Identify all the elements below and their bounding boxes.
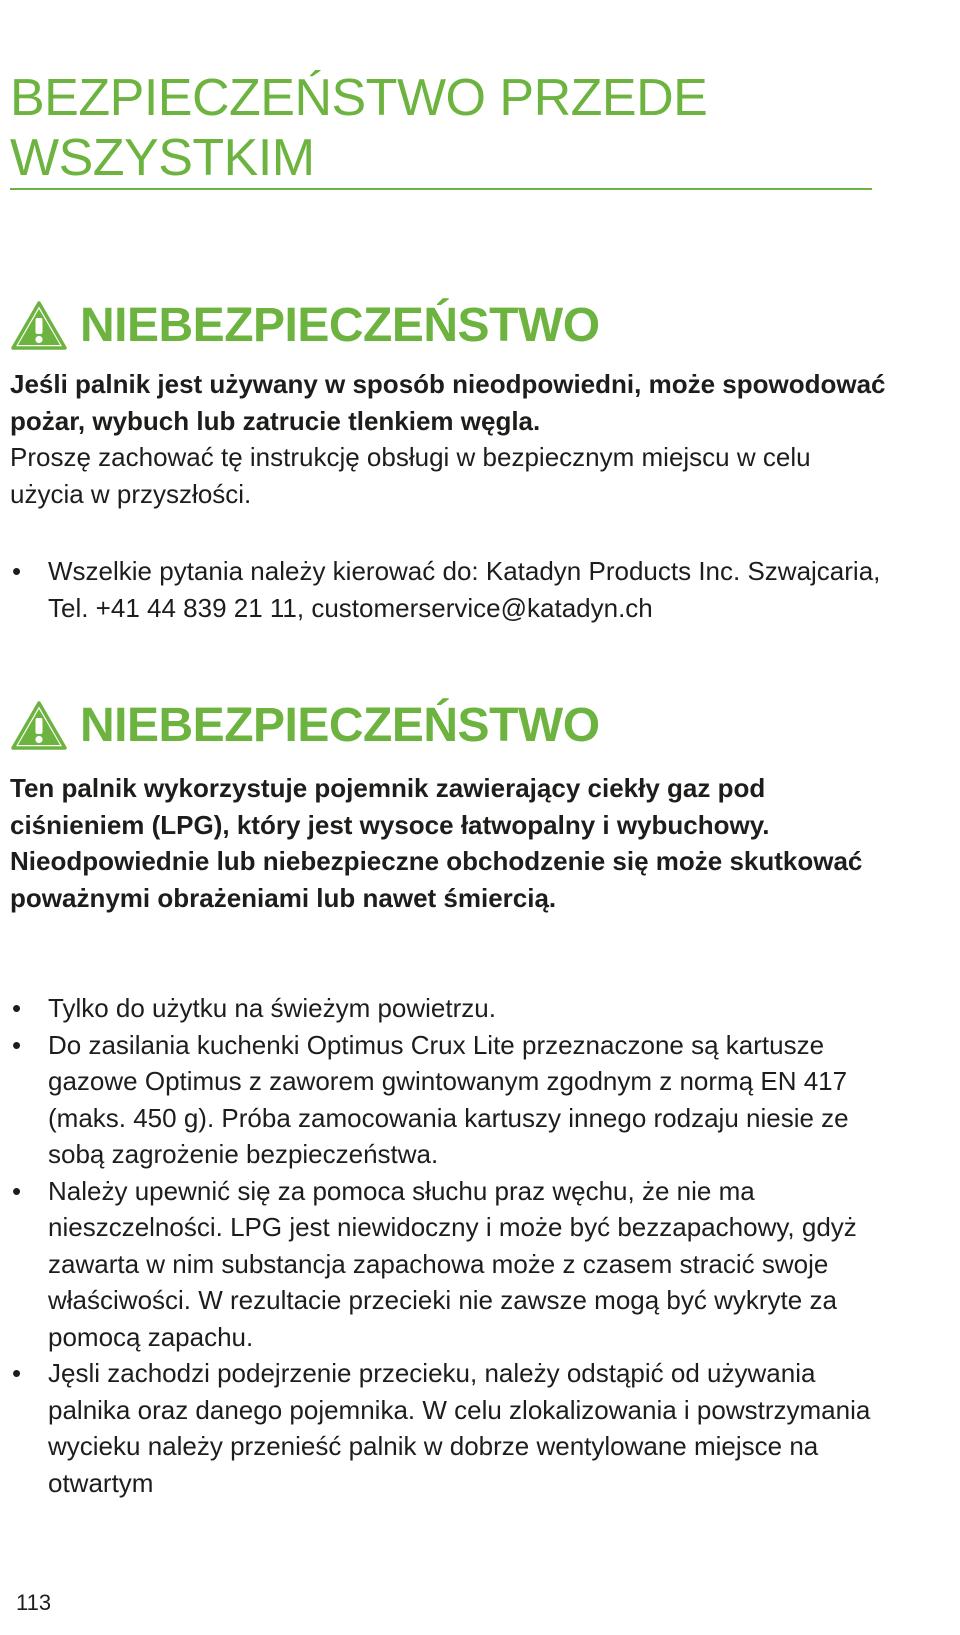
instruction-note: Proszę zachować tę instrukcję obsługi w bezpiecznym miejscu w celu użycia w przyszłości. xyxy=(10,442,811,509)
danger-heading-2 xyxy=(10,700,600,752)
safety-list xyxy=(10,990,890,1501)
bullet-icon: • xyxy=(12,556,22,586)
page-title-line-2: WSZYSTKIM xyxy=(10,129,315,187)
page-title-line-1: BEZPIECZEŃSTWO PRZEDE xyxy=(10,69,708,127)
page-number: 113 xyxy=(16,1590,52,1615)
page-title xyxy=(10,68,870,188)
bullet-icon: • xyxy=(12,1175,22,1206)
title-divider xyxy=(10,188,872,190)
danger-heading-label: NIEBEZPIECZEŃSTWO xyxy=(80,299,600,352)
bullet-icon: • xyxy=(12,993,22,1023)
list-item xyxy=(10,1027,890,1173)
list-item-text: Jęsli zachodzi podejrzenie przecieku, należy odstąpić od używania palnika oraz danego pojemnika. W celu zlokalizowania i powstrzymania wycieku należy przenieść palnik w dobrze wentylowane miejsce na otwartym xyxy=(48,1358,871,1498)
contact-list xyxy=(10,553,890,626)
bullet-icon: • xyxy=(12,1358,22,1388)
list-item-text: Wszelkie pytania należy kierować do: Katadyn Products Inc. Szwajcaria, Tel. +41 44 839 21 11, customerservice@katadyn.ch xyxy=(48,556,881,623)
warning-triangle-icon xyxy=(10,700,68,752)
bullet-icon: • xyxy=(12,1029,22,1060)
list-item xyxy=(10,990,890,1027)
list-item-text: Do zasilania kuchenki Optimus Crux Lite przeznaczone są kartusze gazowe Optimus z zaworem gwintowanym zgodnym z normą EN 417 (maks. 450 g). Próba zamocowania kartuszy innego rodzaju niesie ze sobą zagrożenie bezpieczeństwa. xyxy=(48,1029,849,1169)
danger-heading-1 xyxy=(10,300,600,352)
danger-statement-2: Ten palnik wykorzystuje pojemnik zawierający ciekły gaz pod ciśnieniem (LPG), który jest wysoce łatwopalny i wybuchowy. Nieodpowiednie lub niebezpieczne obchodzenie się może skutkować poważnymi obrażeniami lub nawet śmiercią. xyxy=(10,773,863,913)
warning-triangle-icon xyxy=(10,300,68,352)
list-item xyxy=(10,1173,890,1356)
list-item-text: Należy upewnić się za pomoca słuchu praz węchu, że nie ma nieszczelności. LPG jest niewidoczny i może być bezzapachowy, gdyż zawarta w nim substancja zapachowa może z czasem stracić swoje właściwości. W rezultacie przecieki nie zawsze mogą być wykryte za pomocą zapachu. xyxy=(48,1175,857,1352)
list-item-text: Tylko do użytku na świeżym powietrzu. xyxy=(48,993,496,1023)
list-item xyxy=(10,1355,890,1501)
danger-statement-1: Jeśli palnik jest używany w sposób nieodpowiedni, może spowodować pożar, wybuch lub zatrucie tlenkiem węgla. xyxy=(10,369,886,436)
danger-heading-label: NIEBEZPIECZEŃSTWO xyxy=(80,699,600,752)
list-item xyxy=(10,553,890,626)
